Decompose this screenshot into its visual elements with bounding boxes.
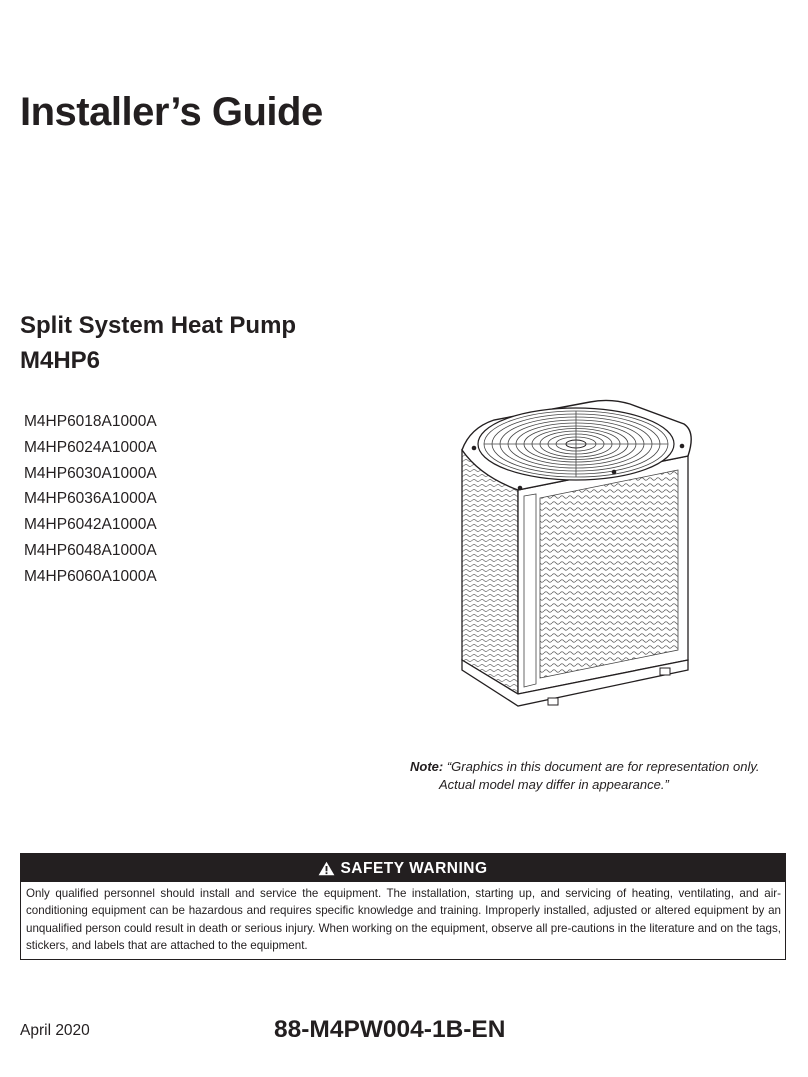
model-number: M4HP6048A1000A bbox=[24, 541, 157, 559]
model-number: M4HP6030A1000A bbox=[24, 464, 157, 482]
model-number: M4HP6036A1000A bbox=[24, 490, 157, 508]
note-line-1: “Graphics in this document are for representation only. bbox=[446, 759, 760, 774]
safety-warning-box bbox=[20, 853, 786, 960]
model-number: M4HP6024A1000A bbox=[24, 438, 157, 456]
note-line-2: Actual model may differ in appearance.” bbox=[439, 777, 669, 792]
safety-warning-title: SAFETY WARNING bbox=[340, 860, 488, 877]
model-list bbox=[24, 409, 157, 590]
heat-pump-illustration bbox=[440, 398, 712, 716]
document-number: 88-M4PW004-1B-EN bbox=[274, 1016, 506, 1043]
note-label: Note: bbox=[410, 759, 444, 774]
safety-warning-text: Only qualified personnel should install and service the equipment. The installation, starting up, and servicing of heating, ventilating, and air-conditioning equipment can be hazardous and requires specific knowledge and training. Improperly installed, adjusted or altered equipment by an unqualified person could result in death or serious injury. When working on the equipment, observe all pre-cautions in the literature and on the tags, stickers, and labels that are attached to the equipment. bbox=[26, 887, 781, 953]
product-heading bbox=[20, 309, 296, 379]
model-number: M4HP6018A1000A bbox=[24, 413, 157, 430]
note bbox=[410, 758, 790, 794]
warning-triangle-icon bbox=[318, 861, 335, 876]
product-series: M4HP6 bbox=[20, 346, 101, 374]
model-number: M4HP6042A1000A bbox=[24, 516, 157, 534]
safety-warning-header bbox=[21, 854, 785, 882]
document-title: Installer’s Guide bbox=[20, 90, 323, 134]
model-number: M4HP6060A1000A bbox=[24, 567, 157, 585]
publication-date: April 2020 bbox=[20, 1022, 90, 1039]
product-name: Split System Heat Pump bbox=[20, 312, 297, 339]
